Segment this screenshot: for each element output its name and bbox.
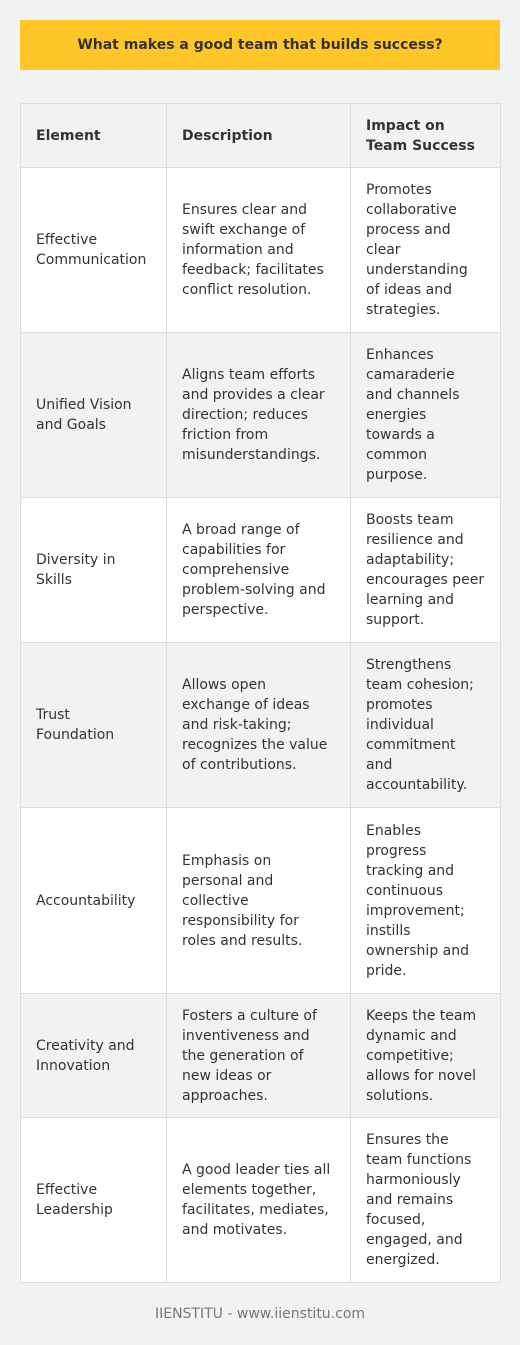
cell-impact: Enables progress tracking and continuous improvement; instills ownership and pride. <box>351 808 501 994</box>
cell-impact: Promotes collaborative process and clear understanding of ideas and strategies. <box>351 168 501 333</box>
cell-description: Allows open exchange of ideas and risk-taking; recognizes the value of contributions. <box>167 643 351 808</box>
table-row <box>21 643 501 808</box>
cell-impact: Strengthens team cohesion; promotes individual commitment and accountability. <box>351 643 501 808</box>
table-row <box>21 168 501 333</box>
table-row <box>21 498 501 643</box>
header-element: Element <box>21 104 167 168</box>
cell-description: Emphasis on personal and collective responsibility for roles and results. <box>167 808 351 994</box>
cell-element: Creativity and Innovation <box>21 994 167 1118</box>
cell-description: A broad range of capabilities for comprehensive problem-solving and perspective. <box>167 498 351 643</box>
table-row <box>21 808 501 994</box>
title-banner <box>20 20 500 70</box>
cell-element: Effective Leadership <box>21 1118 167 1283</box>
page-title: What makes a good team that builds success? <box>77 37 443 53</box>
cell-element: Effective Communication <box>21 168 167 333</box>
cell-impact: Keeps the team dynamic and competitive; allows for novel solutions. <box>351 994 501 1118</box>
cell-description: Aligns team efforts and provides a clear direction; reduces friction from misunderstandings. <box>167 333 351 498</box>
cell-impact: Enhances camaraderie and channels energies towards a common purpose. <box>351 333 501 498</box>
cell-element: Trust Foundation <box>21 643 167 808</box>
cell-element: Accountability <box>21 808 167 994</box>
cell-element: Unified Vision and Goals <box>21 333 167 498</box>
cell-element: Diversity in Skills <box>21 498 167 643</box>
cell-impact: Ensures the team functions harmoniously and remains focused, engaged, and energized. <box>351 1118 501 1283</box>
table-row <box>21 1118 501 1283</box>
cell-description: Ensures clear and swift exchange of information and feedback; facilitates conflict resolution. <box>167 168 351 333</box>
table-row <box>21 333 501 498</box>
header-impact: Impact on Team Success <box>351 104 501 168</box>
table-row <box>21 994 501 1118</box>
cell-description: Fosters a culture of inventiveness and the generation of new ideas or approaches. <box>167 994 351 1118</box>
cell-impact: Boosts team resilience and adaptability; encourages peer learning and support. <box>351 498 501 643</box>
footer-credit: IIENSTITU - www.iienstitu.com <box>154 1306 366 1322</box>
cell-description: A good leader ties all elements together, facilitates, mediates, and motivates. <box>167 1118 351 1283</box>
team-elements-table <box>20 103 501 1283</box>
header-description: Description <box>167 104 351 168</box>
table-header-row <box>21 104 501 168</box>
